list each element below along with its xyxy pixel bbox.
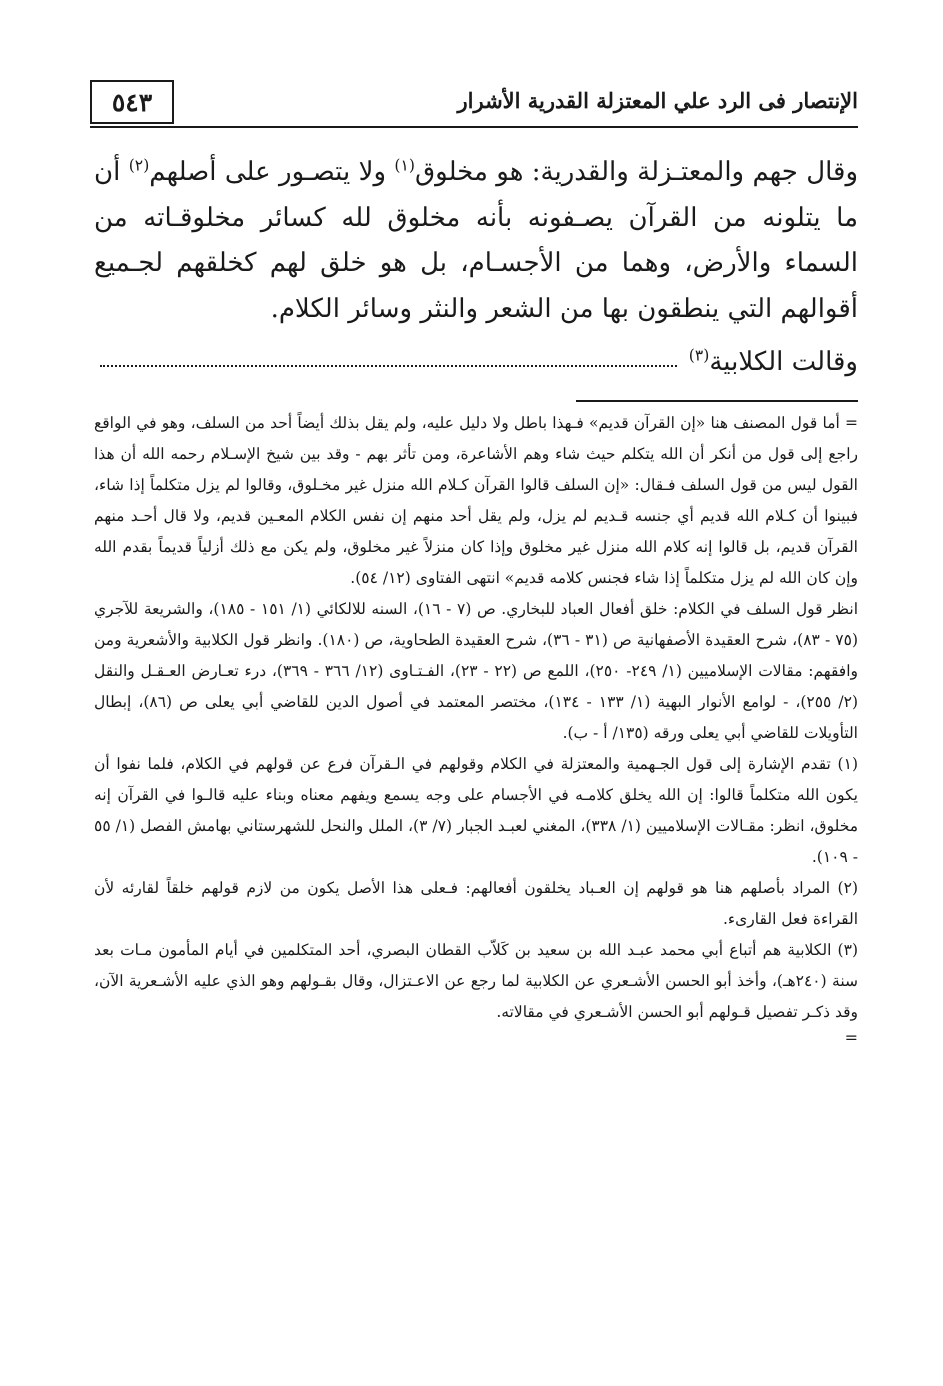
page-header: [86, 80, 858, 130]
footnote-number: (١): [837, 755, 858, 773]
main-text: [94, 150, 858, 332]
continued-text: وقالت الكلابية$^{(٣)}$: [688, 346, 858, 377]
footnote-1: [94, 749, 858, 873]
footnote-text: تقدم الإشارة إلى قول الجـهمية والمعتزلة في الكلام وقولهم في الـقرآن فرع عن قولهم في الكلام، فلما نفوا أن يكون الله متكلماً قالوا: إن الله يخلق كلامـه في الأجسام على وجه يسمع ويفهم معناه وبناء عليه قالـوا في القرآن إنه مخلوق، انظر: مقـالات الإسلاميين (١/ ٣٣٨)، المغني لعبـد الجبار (٧/ ٣)، الملل والنحل للشهرستاني بهامش الفصل (١/ ٥٥ - ١٠٩).: [94, 755, 859, 866]
header-rule: [90, 126, 858, 128]
running-title: الإنتصار فى الرد علي المعتزلة القدرية الأشرار: [457, 88, 858, 113]
footnote-3: [94, 935, 858, 1028]
footnote-text: المراد بأصلهم هنا هو قولهم إن العـباد يخلقون أفعالهم: فـعلى هذا الأصل يكون من لازم قولهم خلقاً لقارئه لأن القراءة فعل القارىء.: [94, 879, 858, 928]
page-number-box: [90, 80, 174, 124]
footnote-2: [94, 873, 858, 935]
main-paragraph: وقال جهم والمعتـزلة والقدرية: هو مخلوق$^{(١)}$ ولا يتصـور على أصلهم$^{(٢)}$ أن ما يتلونه من القرآن يصـفونه بأنه مخلوق لله كسائر مخلوقـاته من السماء والأرض، وهما من الأجسـام، بل هو خلق لهم كخلقهم لجـميع أقوالهم التي ينطقون بها من الشعر والنثر وسائر الكلام.: [94, 156, 858, 324]
footnote-continued-2: انظر قول السلف في الكلام: خلق أفعال العباد للبخاري. ص (٧ - ١٦)، السنه للالكائي (١/ ١٥١ - ١٨٥)، والشريعة للآجري (٧٥ - ٨٣)، شرح العقيدة الأصفهانية ص (٣١ - ٣٦)، شرح العقيدة الطحاوية، ص (١٨٠). وانظر قول الكلابية والأشعرية ومن وافقهم: مقالات الإسلاميين (١/ ٢٤٩- ٢٥٠)، اللمع ص (٢٢ - ٢٣)، الفـتـاوى (١٢/ ٣٦٦ - ٣٦٩)، درء تعـارض العـقـل والنقل (٢/ ٢٥٥)، - لوامع الأنوار البهية (١/ ١٣٣ - ١٣٤)، مختصر المعتمد في أصول الدين للقاضي أبي يعلى ص (٨٦)، إبطال التأويلات للقاضي أبي يعلى ورقه (١٣٥/ أ - ب).: [94, 600, 859, 742]
footnote-ref-1: (١): [394, 156, 415, 175]
continuation-marker: =: [844, 1028, 858, 1047]
page-number: ٥٤٣: [111, 87, 153, 117]
footnote-text: الكلابية هم أتباع أبي محمد عبـد الله بن سعيد بن كَلاّب القطان البصري، أحد المتكلمين في أيام المأمون مـات بعد سنة (٢٤٠هـ)، وأخذ أبو الحسن الأشـعري عن الكلابية لما رجع عن الاعـتزال، وقال بقـولهم وهو الذي عليه الأشـعرية الآن، وقد ذكـر تفصيل قـولهم أبو الحسن الأشـعري في مقالاته.: [94, 941, 858, 1021]
footnote-separator: [576, 400, 858, 402]
footnote-ref-3: (٣): [688, 346, 710, 365]
dotted-leader: [100, 365, 677, 367]
continued-sentence: [100, 340, 858, 384]
footnotes: [94, 408, 858, 1048]
footnote-number: (٢): [837, 879, 858, 897]
footnote-ref-2: (٢): [128, 156, 150, 175]
footnote-continued-1: = أما قول المصنف هنا «إن القرآن قديم» فـهذا باطل ولا دليل عليه، ولم يقل بذلك أيضاً أحد من السلف، وهو في الواقع راجع إلى قول من أنكر أن الله يتكلم حيث شاء وهم الأشاعرة، ومن تأثر بهم - وقد بين شيخ الإسـلام رحمه الله أن هذا القول ليس من قول السلف فـقال: «إن السلف قالوا القرآن كـلام الله منزل غير مخـلوق، وقالوا لم يزل متكلماً إذا شاء، فبينوا أن كـلام الله قديم أي جنسه قـديم لم يزل، ولم يقل أحد منهم إن نفس الكلام المعـين قديم، ولا قال أحـد منهم القرآن قديم، بل قالوا إنه كلام الله منزل غير مخلوق وإذا كان منزلاً غير مخلوق، ولم يكن مع ذلك أزلياً قديماً بقدم الله وإن كان الله لم يزل متكلماً إذا شاء فجنس كلامه قديم» انتهى الفتاوى (١٢/ ٥٤).: [94, 414, 858, 587]
footnote-number: (٣): [837, 941, 858, 959]
